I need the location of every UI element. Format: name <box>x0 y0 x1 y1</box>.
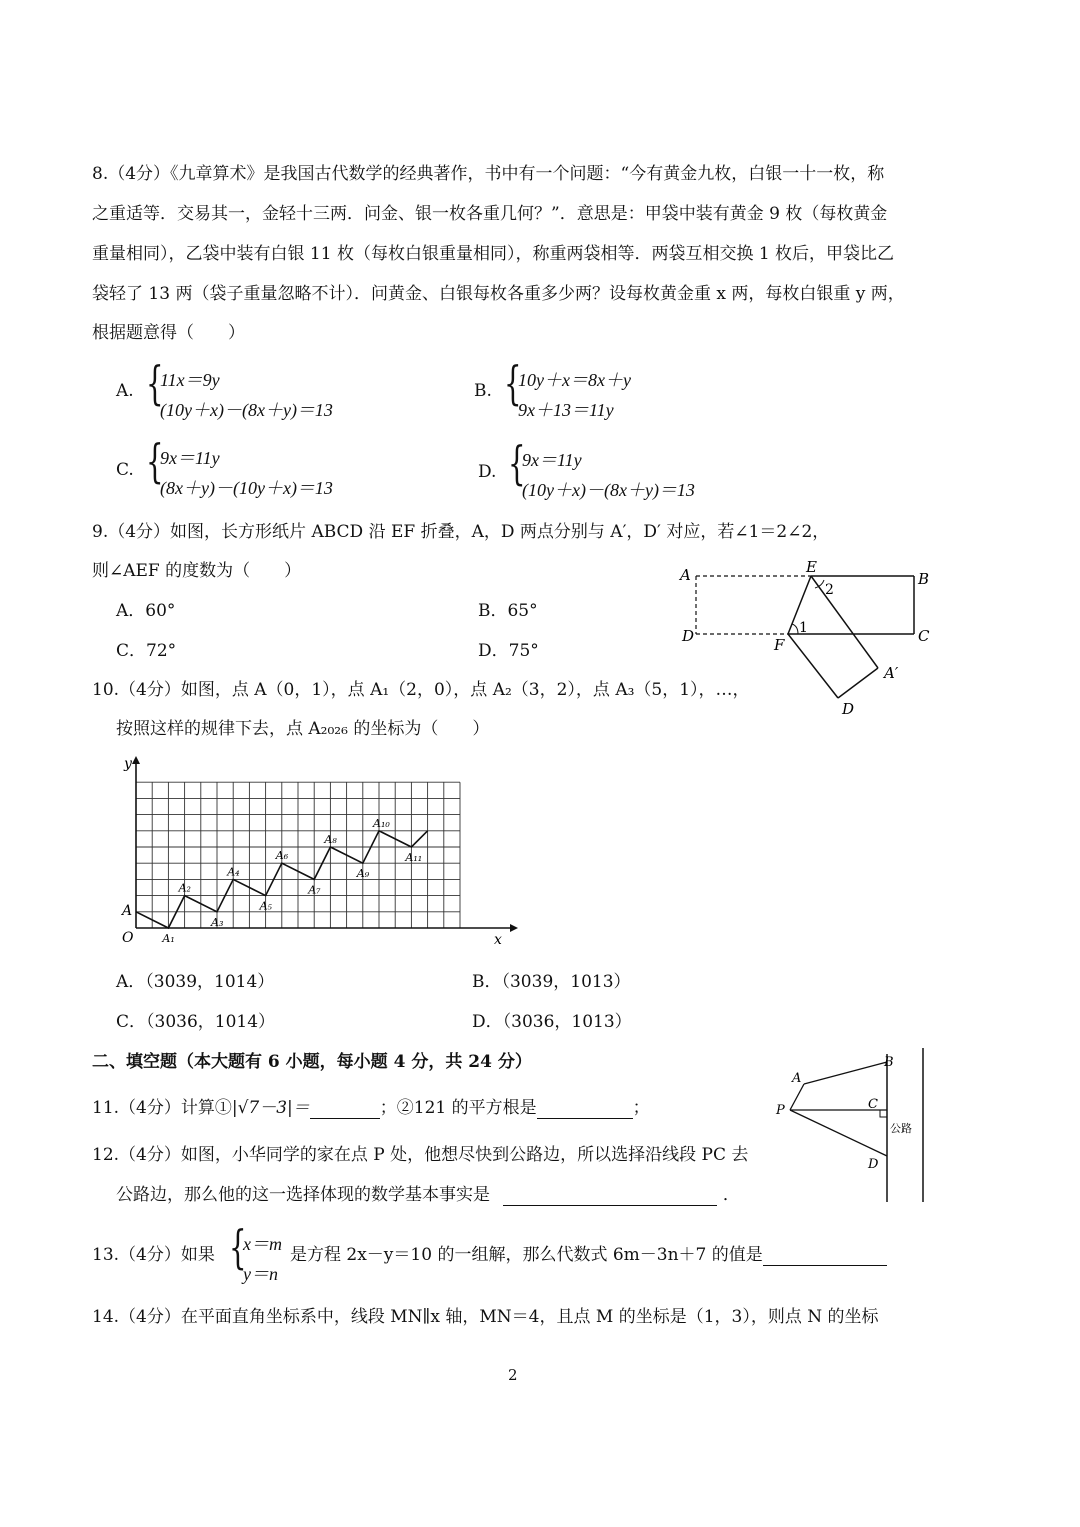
fig-label-c: C <box>918 627 930 645</box>
q11-end: ； <box>632 1098 650 1118</box>
q11-answer-blank-1[interactable] <box>310 1100 380 1119</box>
fig-label-d-prime: D <box>842 700 855 718</box>
point-label: A₁ <box>162 932 175 945</box>
x-axis-arrow-icon <box>510 924 518 932</box>
fig-label-d: D <box>682 627 695 645</box>
q11-prefix: 11.（4分）计算① <box>92 1098 232 1118</box>
fig12-label-p: P <box>776 1103 785 1118</box>
q14-line1: 14.（4分）在平面直角坐标系中，线段 MN∥x 轴，MN＝4，且点 M 的坐标是（1，3），则点 N 的坐标 <box>92 1307 879 1327</box>
segment-pa <box>790 1084 804 1110</box>
grid-origin-label: O <box>122 930 134 946</box>
q13-answer-blank[interactable] <box>763 1247 887 1266</box>
q10-line1: 10.（4分）如图，点 A（0，1），点 A₁（2，0），点 A₂（3，2），点 A₃（5，1），…， <box>92 680 750 700</box>
page-number: 2 <box>508 1366 518 1384</box>
q8-option-a-eq2: (10y＋x)－(8x＋y)＝13 <box>160 400 333 420</box>
fig-label-e: E <box>806 558 817 576</box>
q9-option-b[interactable]: B．65° <box>478 601 538 621</box>
right-angle-icon <box>880 1110 887 1117</box>
q9-option-c[interactable]: C．72° <box>116 641 177 661</box>
point-label: A₆ <box>275 849 289 863</box>
q12-line1: 12.（4分）如图，小华同学的家在点 P 处，他想尽快到公路边，所以选择沿线段 PC 去 <box>92 1145 749 1165</box>
grid-y-label: y <box>124 756 132 772</box>
q8-option-b[interactable] <box>504 356 724 422</box>
q10-option-a[interactable]: A．（3039，1014） <box>116 972 275 992</box>
segment-ab <box>804 1062 887 1084</box>
q8-option-c[interactable] <box>146 434 406 500</box>
q12-text: 公路边，那么他的这一选择体现的数学基本事实是 <box>116 1185 490 1205</box>
q8-line2: 之重适等．交易其一，金轻十三两．问金、银一枚各重几何？”．意思是：甲袋中装有黄金 9 枚（每枚黄金 <box>92 204 888 224</box>
fig-edge-ea2 <box>811 576 878 668</box>
point-label: A₁₀ <box>373 816 390 830</box>
grid-a-label: A <box>122 903 133 919</box>
point-label: A₉ <box>356 867 370 881</box>
q8-option-d-eq1: 9x＝11y <box>522 450 582 470</box>
q8-option-c-eq2: (8x＋y)－(10y＋x)＝13 <box>160 478 333 498</box>
fig12-label-a: A <box>792 1071 802 1086</box>
q8-option-b-label: B. <box>474 381 492 401</box>
q12-line2 <box>116 1184 740 1206</box>
q8-option-d-label: D. <box>478 462 497 482</box>
q8-line1: 8.（4分）《九章算术》是我国古代数学的经典著作，书中有一个问题：“今有黄金九枚，白银一十一枚，称 <box>92 164 885 184</box>
q9-line1: 9.（4分）如图，长方形纸片 ABCD 沿 EF 折叠，A，D 两点分别与 A′，D′ 对应，若∠1＝2∠2， <box>92 522 830 542</box>
fig-label-a: A <box>680 566 691 584</box>
point-label: A₅ <box>259 899 272 913</box>
q8-option-b-eq2: 9x＋13＝11y <box>518 400 614 420</box>
q8-line3: 重量相同），乙袋中装有白银 11 枚（每枚白银重量相同），称重两袋相等．两袋互相交换 1 枚后，甲袋比乙 <box>92 244 895 264</box>
q13-line <box>290 1244 887 1266</box>
fig-label-b: B <box>918 570 930 588</box>
q12-answer-blank[interactable] <box>503 1187 717 1206</box>
q8-option-c-label: C. <box>116 460 134 480</box>
fig-edge-fd2 <box>788 634 838 698</box>
q11-abs-expression: |√7－3|＝ <box>231 1098 310 1118</box>
q11-line <box>92 1097 650 1119</box>
fig-edge-a2d2 <box>838 668 878 698</box>
q8-option-d[interactable] <box>508 436 768 502</box>
q13-eq1: x＝m <box>243 1234 282 1254</box>
angle1-arc <box>792 624 798 634</box>
y-axis-arrow-icon <box>132 756 140 764</box>
q10-option-b[interactable]: B．（3039，1013） <box>472 972 631 992</box>
q12-road-figure <box>770 1046 950 1202</box>
grid-x-label: x <box>494 932 502 948</box>
q8-option-d-eq2: (10y＋x)－(8x＋y)＝13 <box>522 480 695 500</box>
q10-line2: 按照这样的规律下去，点 A₂₀₂₆ 的坐标为（ ） <box>116 719 490 739</box>
q13-prefix: 13.（4分）如果 <box>92 1245 215 1265</box>
q9-option-d[interactable]: D．75° <box>478 641 539 661</box>
q11-middle: ；②121 的平方根是 <box>379 1098 537 1118</box>
q10-grid-figure <box>110 752 520 948</box>
point-label: A₃ <box>211 915 224 929</box>
q8-option-a[interactable] <box>146 356 406 422</box>
fig-angle2-label: 2 <box>825 582 834 598</box>
fig12-label-b: B <box>884 1055 894 1070</box>
point-label: A₂ <box>178 881 191 895</box>
segment-pd <box>790 1110 887 1156</box>
q8-option-a-eq1: 11x＝9y <box>160 370 220 390</box>
q11-answer-blank-2[interactable] <box>537 1100 633 1119</box>
q8-line5: 根据题意得（ ） <box>92 323 245 343</box>
section2-title: 二、填空题（本大题有 6 小题，每小题 4 分，共 24 分） <box>92 1052 532 1072</box>
q10-option-d[interactable]: D．（3036，1013） <box>472 1012 632 1032</box>
fig-label-f: F <box>774 636 785 654</box>
brace-icon: { <box>146 434 164 488</box>
brace-icon: { <box>146 356 164 410</box>
q13-eq2: y＝n <box>243 1264 278 1284</box>
fig12-label-c: C <box>868 1097 878 1112</box>
q8-line4: 袋轻了 13 两（袋子重量忽略不计）．问黄金、白银每枚各重多少两？设每枚黄金重 x 两，每枚白银重 y 两， <box>92 284 905 304</box>
q13-system <box>229 1220 289 1286</box>
brace-icon: { <box>508 436 526 490</box>
q9-option-a[interactable]: A．60° <box>116 601 176 621</box>
brace-icon: { <box>229 1220 247 1274</box>
point-label: A₇ <box>308 883 321 897</box>
fig-angle1-label: 1 <box>799 620 808 636</box>
q8-option-c-eq1: 9x＝11y <box>160 448 220 468</box>
fig12-label-d: D <box>868 1157 879 1172</box>
fig-label-a-prime: A′ <box>884 664 899 682</box>
q10-option-c[interactable]: C．（3036，1014） <box>116 1012 276 1032</box>
q8-option-b-eq1: 10y＋x＝8x＋y <box>518 370 631 390</box>
point-label: A₁₁ <box>405 851 423 864</box>
brace-icon: { <box>504 356 522 410</box>
point-label: A₄ <box>227 865 240 879</box>
fig12-road-label: 公路 <box>890 1122 912 1135</box>
q8-option-a-label: A. <box>116 381 134 401</box>
q12-end: ． <box>722 1185 740 1205</box>
q9-line2: 则∠AEF 的度数为（ ） <box>92 561 302 581</box>
point-label: A₈ <box>324 833 337 846</box>
q13-text: 是方程 2x－y＝10 的一组解，那么代数式 6m－3n＋7 的值是 <box>290 1245 763 1265</box>
